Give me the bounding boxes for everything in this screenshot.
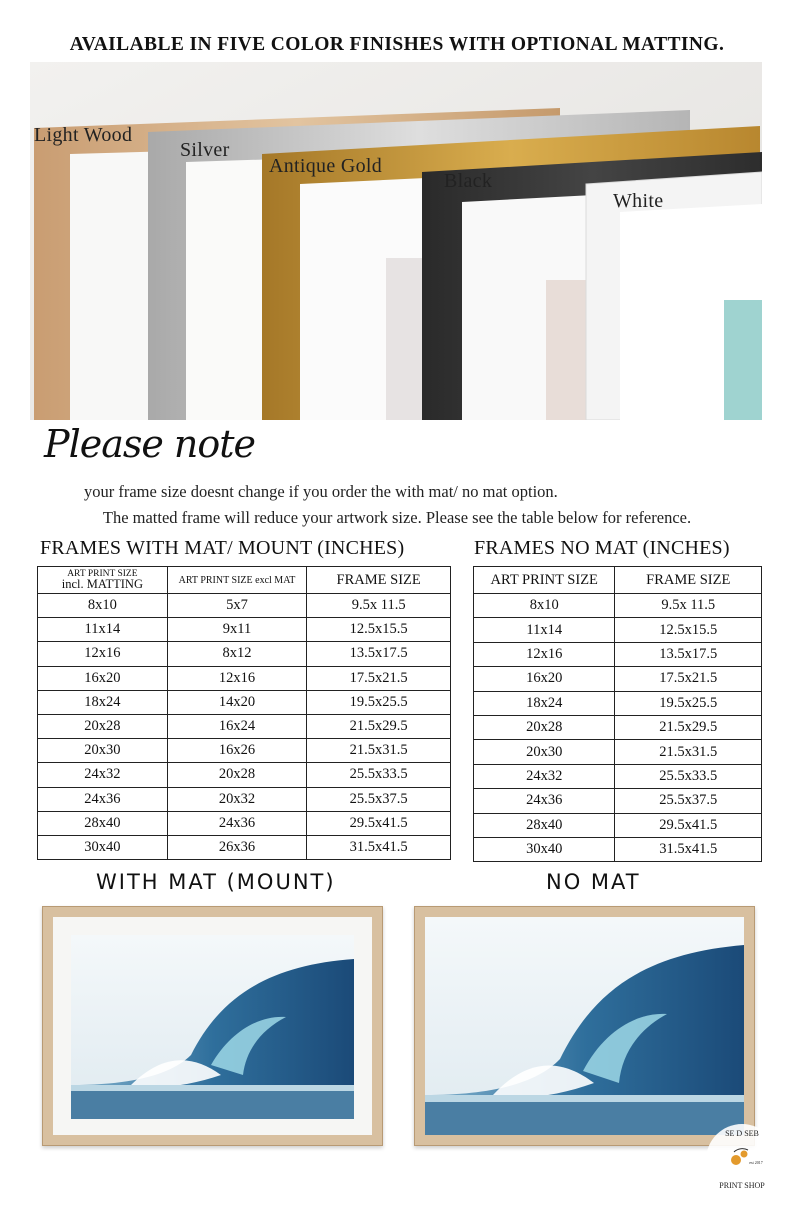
cell-print-size-incl-mat: 24x36 <box>38 787 168 811</box>
cell-print-size-excl-mat: 9x11 <box>167 618 307 642</box>
cell-print-size-excl-mat: 26x36 <box>167 835 307 859</box>
cell-print-size-excl-mat: 20x32 <box>167 787 307 811</box>
wave-artwork <box>425 917 744 1135</box>
table-row <box>474 764 762 788</box>
svg-text:SE D SEB: SE D SEB <box>725 1129 759 1138</box>
col-frame-size: FRAME SIZE <box>615 567 762 594</box>
table-row <box>38 642 451 666</box>
note-line-2: The matted frame will reduce your artwork size. Please see the table below for reference. <box>102 508 692 527</box>
cell-print-size: 28x40 <box>474 813 615 837</box>
label-black: Black <box>444 170 493 192</box>
frame-finishes-photo <box>30 62 762 420</box>
svg-text:PRINT SHOP: PRINT SHOP <box>719 1181 765 1190</box>
table-row <box>474 667 762 691</box>
cell-frame-size: 29.5x41.5 <box>307 811 451 835</box>
table-row <box>474 642 762 666</box>
cell-print-size: 20x28 <box>474 715 615 739</box>
logo-seal <box>704 1122 780 1198</box>
cell-print-size-incl-mat: 28x40 <box>38 811 168 835</box>
cell-print-size-excl-mat: 16x24 <box>167 714 307 738</box>
cell-frame-size: 25.5x33.5 <box>307 763 451 787</box>
col-print-size-incl-mat: ART PRINT SIZE incl. MATTING <box>38 567 168 594</box>
cell-print-size-excl-mat: 24x36 <box>167 811 307 835</box>
caption-with-mat: WITH MAT (MOUNT) <box>96 870 336 894</box>
frame-with-mat <box>42 906 383 1146</box>
label-antique-gold: Antique Gold <box>269 155 383 177</box>
cell-print-size: 30x40 <box>474 837 615 861</box>
table-row <box>474 837 762 861</box>
cell-frame-size: 21.5x29.5 <box>307 714 451 738</box>
label-white: White <box>613 190 664 212</box>
table-row <box>474 618 762 642</box>
cell-print-size-incl-mat: 12x16 <box>38 642 168 666</box>
cell-print-size-excl-mat: 20x28 <box>167 763 307 787</box>
shop-logo <box>704 1122 780 1198</box>
cell-frame-size: 17.5x21.5 <box>307 666 451 690</box>
table-header-row <box>474 567 762 594</box>
table-row <box>38 594 451 618</box>
table-row <box>38 714 451 738</box>
table-row <box>38 835 451 859</box>
table-row <box>474 594 762 618</box>
cell-print-size: 16x20 <box>474 667 615 691</box>
cell-print-size-excl-mat: 14x20 <box>167 690 307 714</box>
cell-frame-size: 25.5x33.5 <box>615 764 762 788</box>
cell-print-size-incl-mat: 20x30 <box>38 739 168 763</box>
note-line-1: your frame size doesnt change if you order the with mat/ no mat option. <box>84 482 558 501</box>
cell-frame-size: 19.5x25.5 <box>615 691 762 715</box>
cell-print-size: 20x30 <box>474 740 615 764</box>
cell-frame-size: 19.5x25.5 <box>307 690 451 714</box>
cell-print-size-incl-mat: 16x20 <box>38 666 168 690</box>
svg-text:est 2017: est 2017 <box>749 1160 763 1165</box>
label-silver: Silver <box>180 139 230 161</box>
table-row <box>38 739 451 763</box>
table-header-row <box>38 567 451 594</box>
cell-frame-size: 13.5x17.5 <box>307 642 451 666</box>
mat-table-title: FRAMES WITH MAT/ MOUNT (INCHES) <box>40 537 405 559</box>
caption-no-mat: NO MAT <box>546 870 641 894</box>
cell-print-size-incl-mat: 30x40 <box>38 835 168 859</box>
table-row <box>38 618 451 642</box>
cell-frame-size: 12.5x15.5 <box>615 618 762 642</box>
table-row <box>474 813 762 837</box>
cell-print-size-incl-mat: 11x14 <box>38 618 168 642</box>
cell-print-size: 24x32 <box>474 764 615 788</box>
cell-print-size-incl-mat: 24x32 <box>38 763 168 787</box>
cell-frame-size: 12.5x15.5 <box>307 618 451 642</box>
col-print-size-excl-mat: ART PRINT SIZE excl MAT <box>167 567 307 594</box>
cell-frame-size: 21.5x31.5 <box>615 740 762 764</box>
cell-print-size: 8x10 <box>474 594 615 618</box>
frame-corners-illustration <box>30 62 762 420</box>
table-row <box>38 763 451 787</box>
cell-frame-size: 17.5x21.5 <box>615 667 762 691</box>
table-row <box>38 690 451 714</box>
cell-print-size-excl-mat: 16x26 <box>167 739 307 763</box>
cell-print-size: 24x36 <box>474 789 615 813</box>
cell-frame-size: 31.5x41.5 <box>307 835 451 859</box>
nomat-size-table <box>473 566 762 862</box>
wave-artwork <box>71 935 354 1119</box>
cell-print-size-excl-mat: 12x16 <box>167 666 307 690</box>
nomat-table-title: FRAMES NO MAT (INCHES) <box>474 537 730 559</box>
cell-frame-size: 21.5x31.5 <box>307 739 451 763</box>
cell-frame-size: 9.5x 11.5 <box>307 594 451 618</box>
cell-print-size: 11x14 <box>474 618 615 642</box>
table-row <box>474 740 762 764</box>
cell-frame-size: 13.5x17.5 <box>615 642 762 666</box>
cell-frame-size: 21.5x29.5 <box>615 715 762 739</box>
cell-print-size: 12x16 <box>474 642 615 666</box>
table-row <box>474 789 762 813</box>
table-row <box>38 787 451 811</box>
table-row <box>474 691 762 715</box>
headline: AVAILABLE IN FIVE COLOR FINISHES WITH OPTIONAL MATTING. <box>69 34 725 55</box>
mat-size-table <box>37 566 451 860</box>
table-row <box>38 666 451 690</box>
cell-frame-size: 25.5x37.5 <box>307 787 451 811</box>
cell-print-size-incl-mat: 18x24 <box>38 690 168 714</box>
note-title: Please note <box>44 422 256 466</box>
table-row <box>474 715 762 739</box>
cell-print-size: 18x24 <box>474 691 615 715</box>
frame-no-mat <box>414 906 755 1146</box>
cell-frame-size: 25.5x37.5 <box>615 789 762 813</box>
col-print-size: ART PRINT SIZE <box>474 567 615 594</box>
cell-frame-size: 9.5x 11.5 <box>615 594 762 618</box>
cell-print-size-excl-mat: 5x7 <box>167 594 307 618</box>
cell-print-size-excl-mat: 8x12 <box>167 642 307 666</box>
col-frame-size: FRAME SIZE <box>307 567 451 594</box>
cell-print-size-incl-mat: 8x10 <box>38 594 168 618</box>
cell-frame-size: 31.5x41.5 <box>615 837 762 861</box>
label-light-wood: Light Wood <box>34 124 133 146</box>
table-row <box>38 811 451 835</box>
cell-print-size-incl-mat: 20x28 <box>38 714 168 738</box>
cell-frame-size: 29.5x41.5 <box>615 813 762 837</box>
